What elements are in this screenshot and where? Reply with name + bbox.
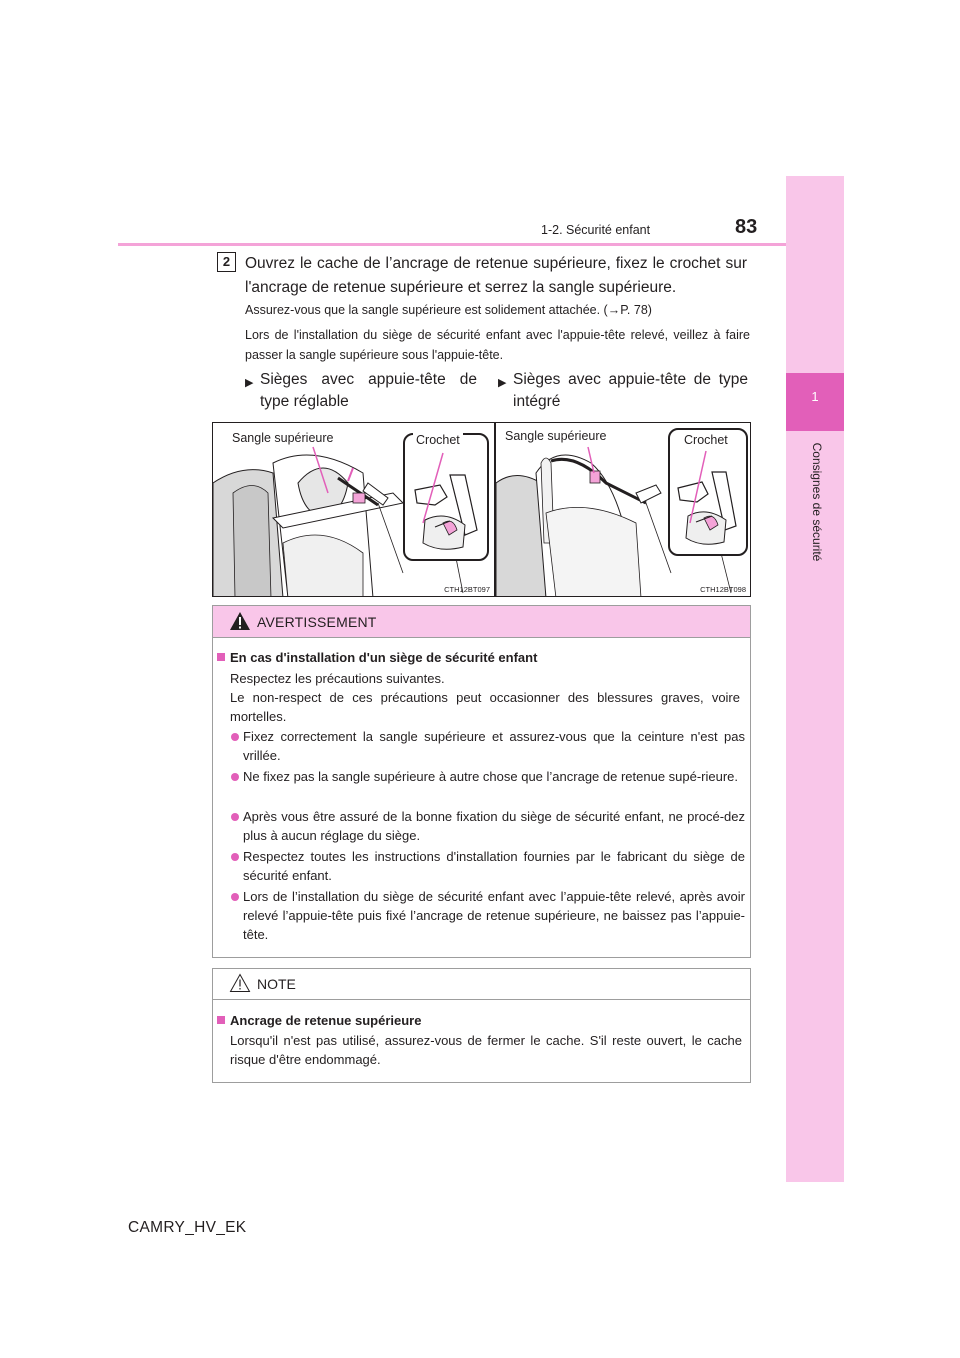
step-number-badge: 2 (217, 252, 236, 272)
warning-triangle-icon (229, 611, 251, 631)
section-square-bullet (217, 1016, 225, 1024)
page-number: 83 (735, 216, 758, 238)
step-instruction: Ouvrez le cache de l’ancrage de retenue supérieure, fixez le crochet sur l'ancrage de retenue supérieure et serrez la sangle supérieure. (245, 255, 747, 296)
illustration-integrated-headrest (495, 422, 751, 597)
warning-item: Fixez correctement la sangle supérieure et assurez-vous que la ceinture n'est pas vrillée. (243, 729, 745, 763)
chapter-number: 1 (811, 389, 819, 404)
warning-box (212, 605, 751, 958)
list-bullet-icon (231, 893, 239, 901)
caption-adjustable-headrest: ▶ Sièges avec appuie-tête de type réglable (245, 371, 477, 410)
list-bullet-icon (231, 853, 239, 861)
note-heading: Ancrage de retenue supérieure (230, 1013, 422, 1028)
note-text: Lorsqu'il n'est pas utilisé, assurez-vous de fermer le cache. S'il reste ouvert, le cache risque d'être endommagé. (230, 1033, 742, 1067)
warning-intro-consequence: Le non-respect de ces précautions peut occasionner des blessures graves, voire mortelles. (230, 690, 740, 724)
warning-item: Respectez toutes les instructions d'installation fournies par le fabricant du siège de sécurité enfant. (243, 849, 745, 883)
list-bullet-icon (231, 733, 239, 741)
step-note-headrest: Lors de l'installation du siège de sécurité enfant avec l'appuie-tête relevé, veillez à faire passer la sangle supérieure sous l'appuie-tête. (245, 328, 750, 362)
label-hook-right: Crochet (681, 433, 731, 447)
section-square-bullet (217, 653, 225, 661)
caption-arrow-icon: ▶ (245, 377, 254, 389)
label-top-strap-right: Sangle supérieure (502, 429, 609, 443)
model-code: CAMRY_HV_EK (128, 1219, 247, 1236)
warning-header (213, 606, 750, 638)
caution-triangle-outline-icon (229, 973, 251, 993)
warning-item: Après vous être assuré de la bonne fixation du siège de sécurité enfant, ne procé-dez plus à aucun réglage du siège. (243, 809, 745, 843)
hook-detail-inset (668, 428, 748, 556)
note-header (213, 969, 750, 1000)
caption-arrow-icon: ▶ (498, 377, 507, 389)
hook-detail-inset (403, 433, 489, 561)
warning-heading: En cas d'installation d'un siège de sécurité enfant (230, 650, 538, 665)
section-title: 1-2. Sécurité enfant (541, 223, 651, 237)
warning-item: Ne fixez pas la sangle supérieure à autre chose que l’ancrage de retenue supé-rieure. (243, 769, 739, 784)
list-bullet-icon (231, 773, 239, 781)
warning-item: Lors de l’installation du siège de sécurité enfant avec l’appuie-tête relevé, après avoir relevé l’appuie-tête puis fixé l’ancrage de retenue supérieure, ne baissez pas l’appuie-tête. (243, 889, 745, 942)
warning-title: AVERTISSEMENT (257, 614, 377, 630)
label-hook-left: Crochet (413, 433, 463, 447)
list-bullet-icon (231, 813, 239, 821)
illustration-code-left: CTH12BT097 (444, 585, 490, 594)
caption-integrated-headrest: ▶ Sièges avec appuie-tête de type intégré (498, 371, 748, 410)
note-box (212, 968, 751, 1083)
chapter-label: Consignes de sécurité (810, 442, 824, 562)
illustration-adjustable-headrest (212, 422, 495, 597)
step-note-attachment: Assurez-vous que la sangle supérieure est solidement attachée. (→P. 78) (245, 303, 652, 317)
warning-intro: Respectez les précautions suivantes. (230, 671, 445, 686)
header-rule (118, 243, 786, 246)
label-top-strap-left: Sangle supérieure (229, 431, 336, 445)
note-title: NOTE (257, 976, 296, 992)
chapter-side-tab (786, 176, 844, 1182)
illustration-code-right: CTH12BT098 (700, 585, 746, 594)
